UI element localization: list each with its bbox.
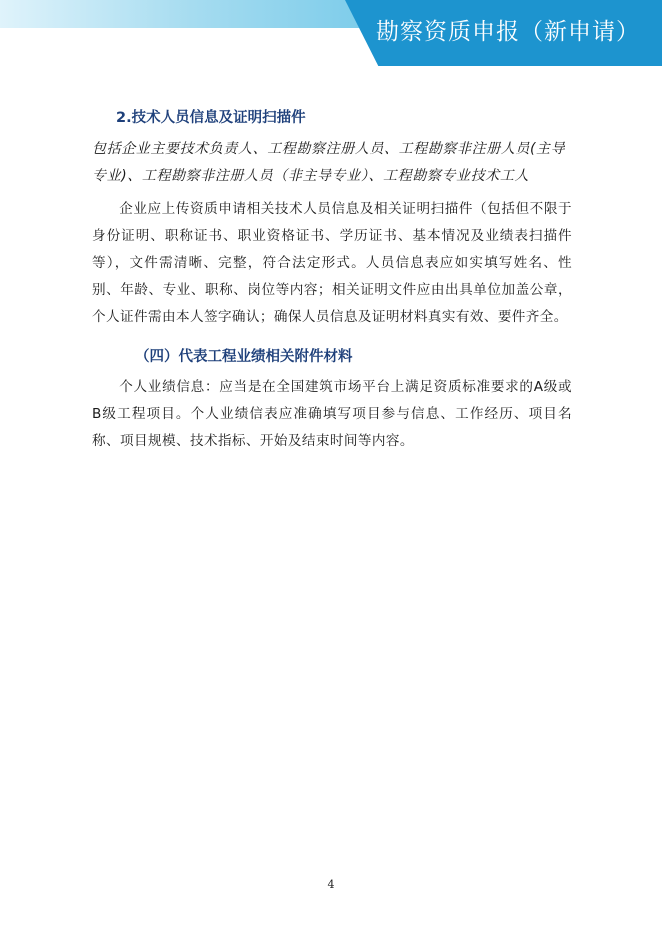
section-heading-project-performance: （四）代表工程业绩相关附件材料 <box>135 349 353 365</box>
technical-staff-paragraph: 企业应上传资质申请相关技术人员信息及相关证明扫描件（包括但不限于身份证明、职称证书、职业资格证书、学历证书、基本情况及业绩表扫描件等），文件需清晰、完整，符合法定形式。人员信息表应如实填写姓名、性别、年龄、专业、职称、岗位等内容；相关证明文件应由出具单位加盖公章，个人证件需由本人签字确认；确保人员信息及证明材料真实有效、要件齐全。 <box>92 201 572 325</box>
technical-staff-scope: 包括企业主要技术负责人、工程勘察注册人员、工程勘察非注册人员(主导专业)、工程勘察非注册人员（非主导专业）、工程勘察专业技术工人 <box>92 141 566 184</box>
document-body <box>92 107 572 455</box>
section-heading-technical-staff: 2.技术人员信息及证明扫描件 <box>116 110 306 126</box>
header-title: 勘察资质申报（新申请） <box>376 19 640 45</box>
page-number: 4 <box>327 878 335 891</box>
project-performance-paragraph: 个人业绩信息：应当是在全国建筑市场平台上满足资质标准要求的A级或B级工程项目。个人业绩信表应准确填写项目参与信息、工作经历、项目名称、项目规模、技术指标、开始及结束时间等内容。 <box>92 379 572 449</box>
page-header <box>0 0 662 66</box>
